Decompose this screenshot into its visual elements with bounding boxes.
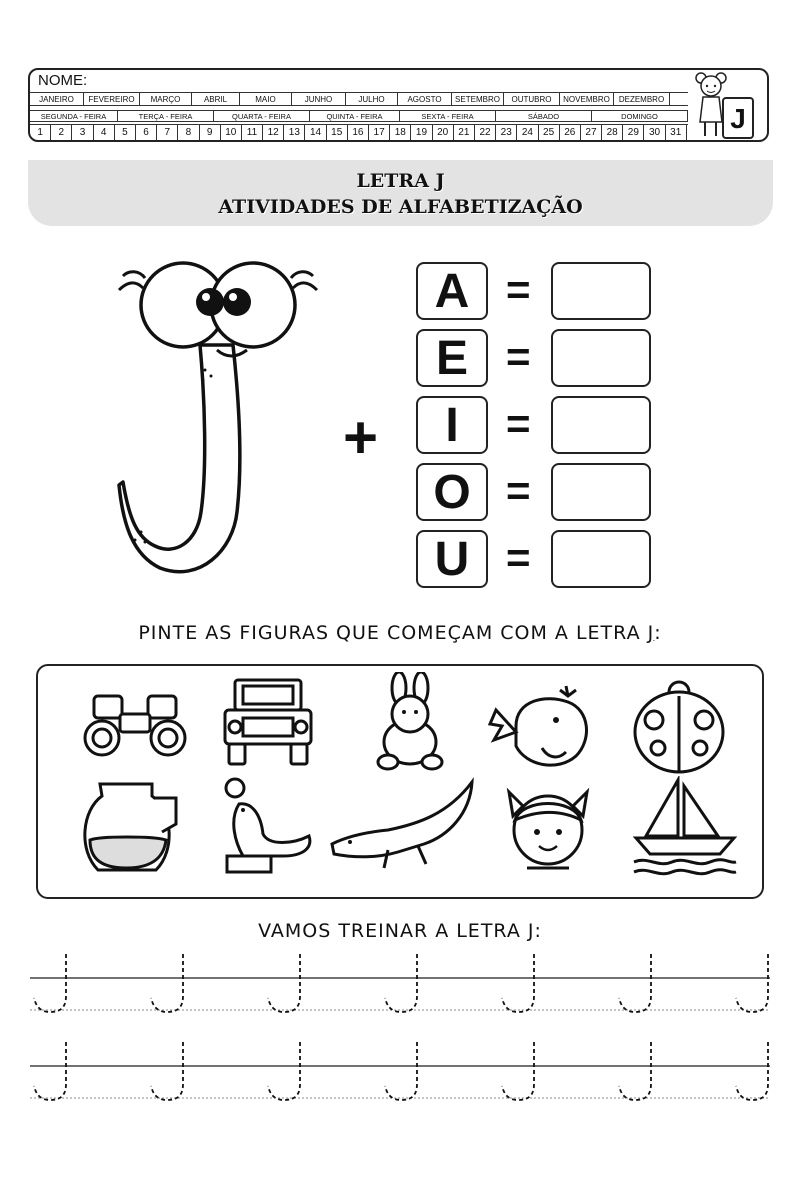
day-cell: 22 <box>475 125 496 141</box>
day-cell: 5 <box>115 125 136 141</box>
binoculars-icon[interactable] <box>80 674 190 774</box>
day-cell: 13 <box>284 125 305 141</box>
weekday-cell: SEXTA - FEIRA <box>400 111 496 121</box>
day-cell: 8 <box>178 125 199 141</box>
vowel-box: A <box>416 262 488 320</box>
answer-box[interactable] <box>551 530 651 588</box>
syllable-row <box>416 396 656 456</box>
dotted-letter-j[interactable] <box>34 1042 66 1100</box>
equals-sign: = <box>506 266 531 313</box>
rabbit-icon[interactable] <box>356 672 466 772</box>
day-cell: 25 <box>539 125 560 141</box>
day-cell: 11 <box>242 125 263 141</box>
day-cell: 19 <box>411 125 432 141</box>
dotted-letter-j[interactable] <box>736 1042 768 1100</box>
month-cell: ABRIL <box>192 93 240 105</box>
dotted-letter-j[interactable] <box>268 954 300 1012</box>
syllable-row <box>416 329 656 389</box>
tracing-row-1[interactable] <box>30 952 770 1022</box>
day-cell: 14 <box>305 125 326 141</box>
answer-box[interactable] <box>551 262 651 320</box>
girl-face-icon[interactable] <box>493 776 603 876</box>
figures-instruction-colon: : <box>654 622 662 644</box>
name-label: NOME: <box>38 72 88 89</box>
day-cell: 26 <box>560 125 581 141</box>
day-cell: 16 <box>348 125 369 141</box>
figures-box <box>36 664 764 899</box>
vowel-box: O <box>416 463 488 521</box>
dotted-letter-j[interactable] <box>34 954 66 1012</box>
day-cell: 30 <box>644 125 665 141</box>
day-cell: 23 <box>496 125 517 141</box>
day-cell: 12 <box>263 125 284 141</box>
syllable-row <box>416 262 656 322</box>
equals-sign: = <box>506 400 531 447</box>
day-cell: 17 <box>369 125 390 141</box>
day-cell: 1 <box>30 125 51 141</box>
day-cell: 29 <box>623 125 644 141</box>
day-cell: 2 <box>51 125 72 141</box>
day-cell: 9 <box>200 125 221 141</box>
days-row <box>30 124 688 141</box>
answer-box[interactable] <box>551 329 651 387</box>
vowel-box: U <box>416 530 488 588</box>
dotted-letter-j[interactable] <box>619 954 651 1012</box>
month-cell: DEZEMBRO <box>614 93 670 105</box>
day-cell: 6 <box>136 125 157 141</box>
seal-icon[interactable] <box>213 776 323 876</box>
weekday-cell: SEGUNDA - FEIRA <box>30 111 118 121</box>
ladybug-icon[interactable] <box>624 676 734 776</box>
sailboat-icon[interactable] <box>630 776 740 876</box>
girl-with-sign-icon <box>687 70 759 142</box>
weekdays-row <box>30 110 688 122</box>
dotted-letter-j[interactable] <box>385 1042 417 1100</box>
month-cell: JUNHO <box>292 93 346 105</box>
day-cell: 28 <box>602 125 623 141</box>
day-cell: 21 <box>454 125 475 141</box>
day-cell: 24 <box>517 125 538 141</box>
answer-box[interactable] <box>551 463 651 521</box>
day-cell: 3 <box>72 125 93 141</box>
day-cell: 27 <box>581 125 602 141</box>
syllable-row <box>416 463 656 523</box>
day-cell: 7 <box>157 125 178 141</box>
day-cell: 20 <box>433 125 454 141</box>
month-cell: AGOSTO <box>398 93 452 105</box>
plus-sign: + <box>343 404 379 471</box>
jar-icon[interactable] <box>80 780 190 880</box>
month-cell: FEVEREIRO <box>84 93 140 105</box>
equals-sign: = <box>506 467 531 514</box>
month-cell: OUTUBRO <box>504 93 560 105</box>
title-line-2: ATIVIDADES DE ALFABETIZAÇÃO <box>218 196 583 218</box>
title-line-1: LETRA J <box>356 170 445 192</box>
vowel-box: E <box>416 329 488 387</box>
equals-sign: = <box>506 534 531 581</box>
whale-icon[interactable] <box>486 676 596 776</box>
alligator-icon[interactable] <box>328 774 478 874</box>
figures-instruction-letter: J <box>647 622 655 644</box>
vowel-box: I <box>416 396 488 454</box>
dotted-letter-j[interactable] <box>502 954 534 1012</box>
answer-box[interactable] <box>551 396 651 454</box>
tracing-row-2[interactable] <box>30 1040 770 1110</box>
dotted-letter-j[interactable] <box>736 954 768 1012</box>
figures-instruction <box>0 622 800 644</box>
practice-instruction: VAMOS TREINAR A LETRA J: <box>258 920 542 942</box>
dotted-letter-j[interactable] <box>151 954 183 1012</box>
name-date-header <box>28 68 769 142</box>
figures-instruction-text: PINTE AS FIGURAS QUE COMEÇAM COM A LETRA <box>138 622 648 644</box>
weekday-cell: QUINTA - FEIRA <box>310 111 400 121</box>
month-cell: JULHO <box>346 93 398 105</box>
dotted-letter-j[interactable] <box>619 1042 651 1100</box>
dotted-letter-j[interactable] <box>151 1042 183 1100</box>
weekday-cell: SÁBADO <box>496 111 592 121</box>
equals-sign: = <box>506 333 531 380</box>
day-cell: 18 <box>390 125 411 141</box>
syllable-row <box>416 530 656 590</box>
sign-letter: J <box>730 103 746 134</box>
weekday-cell: DOMINGO <box>592 111 688 121</box>
months-row <box>30 92 688 106</box>
month-cell: SETEMBRO <box>452 93 504 105</box>
day-cell: 15 <box>327 125 348 141</box>
month-cell: JANEIRO <box>30 93 84 105</box>
day-cell: 31 <box>666 125 687 141</box>
jeep-icon[interactable] <box>213 672 323 772</box>
dotted-letter-j[interactable] <box>268 1042 300 1100</box>
dotted-letter-j[interactable] <box>385 954 417 1012</box>
month-cell: NOVEMBRO <box>560 93 614 105</box>
dotted-letter-j[interactable] <box>502 1042 534 1100</box>
day-cell: 10 <box>221 125 242 141</box>
day-cell: 4 <box>94 125 115 141</box>
weekday-cell: TERÇA - FEIRA <box>118 111 214 121</box>
month-cell: MAIO <box>240 93 292 105</box>
title-banner <box>28 160 773 226</box>
weekday-cell: QUARTA - FEIRA <box>214 111 310 121</box>
letter-j-character-icon <box>105 250 365 580</box>
month-cell: MARÇO <box>140 93 192 105</box>
